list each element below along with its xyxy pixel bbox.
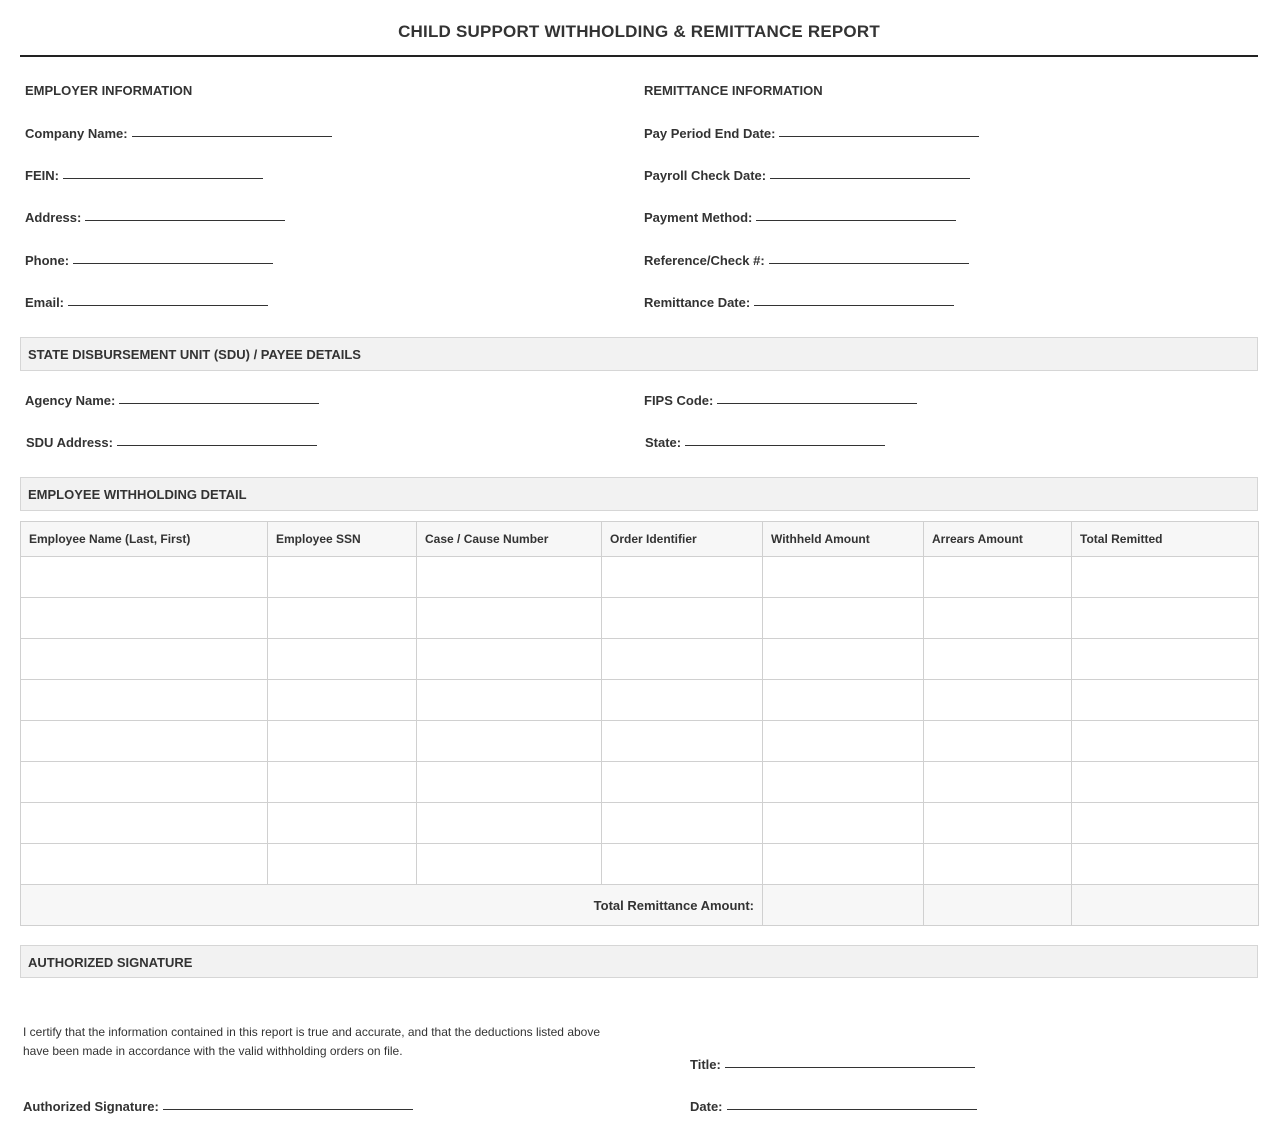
email-field[interactable] [25, 295, 268, 310]
column-header-case-number: Case / Cause Number [417, 522, 602, 557]
table-cell[interactable] [602, 639, 763, 680]
authorized-signature-label: Authorized Signature: [23, 1099, 159, 1114]
table-row [21, 639, 1259, 680]
company-name-line[interactable] [132, 136, 332, 137]
table-cell[interactable] [924, 680, 1072, 721]
remittance-date-label: Remittance Date: [644, 295, 751, 310]
table-cell[interactable] [763, 803, 924, 844]
pay-period-end-field[interactable] [644, 126, 979, 141]
date-label: Date: [690, 1099, 723, 1114]
phone-field[interactable] [25, 253, 273, 268]
table-cell[interactable] [602, 598, 763, 639]
table-cell[interactable] [924, 639, 1072, 680]
table-cell[interactable] [1072, 557, 1259, 598]
payment-method-label: Payment Method: [644, 210, 753, 225]
table-cell[interactable] [417, 680, 602, 721]
date-field[interactable] [690, 1099, 977, 1114]
table-cell[interactable] [417, 844, 602, 885]
table-cell[interactable] [602, 680, 763, 721]
payroll-check-date-line[interactable] [770, 178, 970, 179]
agency-name-label: Agency Name: [25, 393, 116, 408]
table-cell[interactable] [417, 639, 602, 680]
total-arrears-cell[interactable] [924, 885, 1072, 926]
state-line[interactable] [685, 445, 885, 446]
sdu-address-line[interactable] [117, 445, 317, 446]
title-line[interactable] [725, 1067, 975, 1068]
payment-method-line[interactable] [756, 220, 956, 221]
table-cell[interactable] [763, 721, 924, 762]
total-row [21, 885, 1259, 926]
table-cell[interactable] [763, 762, 924, 803]
table-cell[interactable] [1072, 803, 1259, 844]
reference-check-label: Reference/Check #: [644, 253, 765, 268]
table-cell[interactable] [602, 557, 763, 598]
table-cell[interactable] [417, 557, 602, 598]
address-field[interactable] [25, 210, 285, 225]
reference-check-line[interactable] [769, 263, 969, 264]
table-cell[interactable] [602, 844, 763, 885]
table-cell[interactable] [924, 721, 1072, 762]
table-cell[interactable] [21, 639, 268, 680]
column-header-employee-name: Employee Name (Last, First) [21, 522, 268, 557]
table-cell[interactable] [21, 680, 268, 721]
pay-period-end-line[interactable] [779, 136, 979, 137]
table-cell[interactable] [21, 844, 268, 885]
table-cell[interactable] [1072, 680, 1259, 721]
table-row [21, 721, 1259, 762]
table-row [21, 844, 1259, 885]
total-remittance-label: Total Remittance Amount: [21, 885, 763, 926]
address-label: Address: [25, 210, 82, 225]
table-cell[interactable] [417, 803, 602, 844]
state-field[interactable] [645, 435, 885, 450]
page-title: CHILD SUPPORT WITHHOLDING & REMITTANCE REPORT [398, 22, 880, 41]
table-cell[interactable] [924, 598, 1072, 639]
column-header-total-remitted: Total Remitted [1072, 522, 1259, 557]
authorized-signature-field[interactable] [23, 1099, 413, 1114]
table-cell[interactable] [268, 598, 417, 639]
sdu-section-header: STATE DISBURSEMENT UNIT (SDU) / PAYEE DETAILS [20, 337, 1258, 371]
table-cell[interactable] [417, 598, 602, 639]
phone-label: Phone: [25, 253, 70, 268]
pay-period-end-label: Pay Period End Date: [644, 126, 776, 141]
table-row [21, 598, 1259, 639]
table-cell[interactable] [924, 762, 1072, 803]
table-cell[interactable] [763, 598, 924, 639]
state-label: State: [645, 435, 682, 450]
table-cell[interactable] [268, 762, 417, 803]
column-header-arrears-amount: Arrears Amount [924, 522, 1072, 557]
fein-line[interactable] [63, 178, 263, 179]
table-cell[interactable] [602, 803, 763, 844]
table-body [21, 557, 1259, 885]
fein-field[interactable] [25, 168, 263, 183]
table-row [21, 803, 1259, 844]
date-line[interactable] [727, 1109, 977, 1110]
authorized-signature-line[interactable] [163, 1109, 413, 1110]
certification-text: I certify that the information contained in this report is true and accurate, and that the deductions listed above have been made in accordance with the valid withholding orders on file. [23, 1025, 601, 1058]
table-cell[interactable] [268, 557, 417, 598]
sdu-address-field[interactable] [26, 435, 317, 450]
agency-name-field[interactable] [25, 393, 319, 408]
table-row [21, 680, 1259, 721]
table-cell[interactable] [268, 803, 417, 844]
table-cell[interactable] [924, 844, 1072, 885]
remittance-date-field[interactable] [644, 295, 954, 310]
reference-check-field[interactable] [644, 253, 969, 268]
table-cell[interactable] [21, 557, 268, 598]
phone-line[interactable] [73, 263, 273, 264]
company-name-field[interactable] [25, 126, 332, 141]
withholding-table [20, 521, 1259, 926]
total-remitted-cell[interactable] [1072, 885, 1259, 926]
email-label: Email: [25, 295, 65, 310]
title-field[interactable] [690, 1057, 975, 1072]
table-cell[interactable] [763, 639, 924, 680]
agency-name-line[interactable] [119, 403, 319, 404]
table-cell[interactable] [602, 721, 763, 762]
table-cell[interactable] [21, 762, 268, 803]
remittance-info-heading: REMITTANCE INFORMATION [644, 83, 823, 98]
table-cell[interactable] [21, 803, 268, 844]
table-cell[interactable] [1072, 639, 1259, 680]
address-line[interactable] [85, 220, 285, 221]
fips-code-label: FIPS Code: [644, 393, 714, 408]
table-cell[interactable] [21, 598, 268, 639]
table-row [21, 762, 1259, 803]
table-cell[interactable] [924, 803, 1072, 844]
table-cell[interactable] [417, 721, 602, 762]
fein-label: FEIN: [25, 168, 59, 183]
table-cell[interactable] [763, 844, 924, 885]
withholding-section-header: EMPLOYEE WITHHOLDING DETAIL [20, 477, 1258, 511]
fips-code-line[interactable] [717, 403, 917, 404]
table-cell[interactable] [21, 721, 268, 762]
table-cell[interactable] [763, 557, 924, 598]
sdu-address-label: SDU Address: [26, 435, 113, 450]
table-cell[interactable] [1072, 844, 1259, 885]
payroll-check-date-field[interactable] [644, 168, 970, 183]
employer-info-heading: EMPLOYER INFORMATION [25, 83, 193, 98]
table-cell[interactable] [417, 762, 602, 803]
remittance-date-line[interactable] [754, 305, 954, 306]
total-withheld-cell[interactable] [763, 885, 924, 926]
payroll-check-date-label: Payroll Check Date: [644, 168, 767, 183]
table-cell[interactable] [1072, 721, 1259, 762]
table-cell[interactable] [1072, 598, 1259, 639]
column-header-order-identifier: Order Identifier [602, 522, 763, 557]
table-cell[interactable] [924, 557, 1072, 598]
table-cell[interactable] [602, 762, 763, 803]
table-cell[interactable] [268, 680, 417, 721]
signature-section-header: AUTHORIZED SIGNATURE [20, 945, 1258, 978]
company-name-label: Company Name: [25, 126, 128, 141]
email-line[interactable] [68, 305, 268, 306]
payment-method-field[interactable] [644, 210, 956, 225]
column-header-employee-ssn: Employee SSN [268, 522, 417, 557]
table-cell[interactable] [268, 639, 417, 680]
fips-code-field[interactable] [644, 393, 917, 408]
table-row [21, 557, 1259, 598]
title-divider [20, 55, 1258, 57]
table-cell[interactable] [268, 844, 417, 885]
table-cell[interactable] [268, 721, 417, 762]
title-label: Title: [690, 1057, 721, 1072]
table-cell[interactable] [763, 680, 924, 721]
table-cell[interactable] [1072, 762, 1259, 803]
table-header-row [21, 522, 1259, 557]
column-header-withheld-amount: Withheld Amount [763, 522, 924, 557]
